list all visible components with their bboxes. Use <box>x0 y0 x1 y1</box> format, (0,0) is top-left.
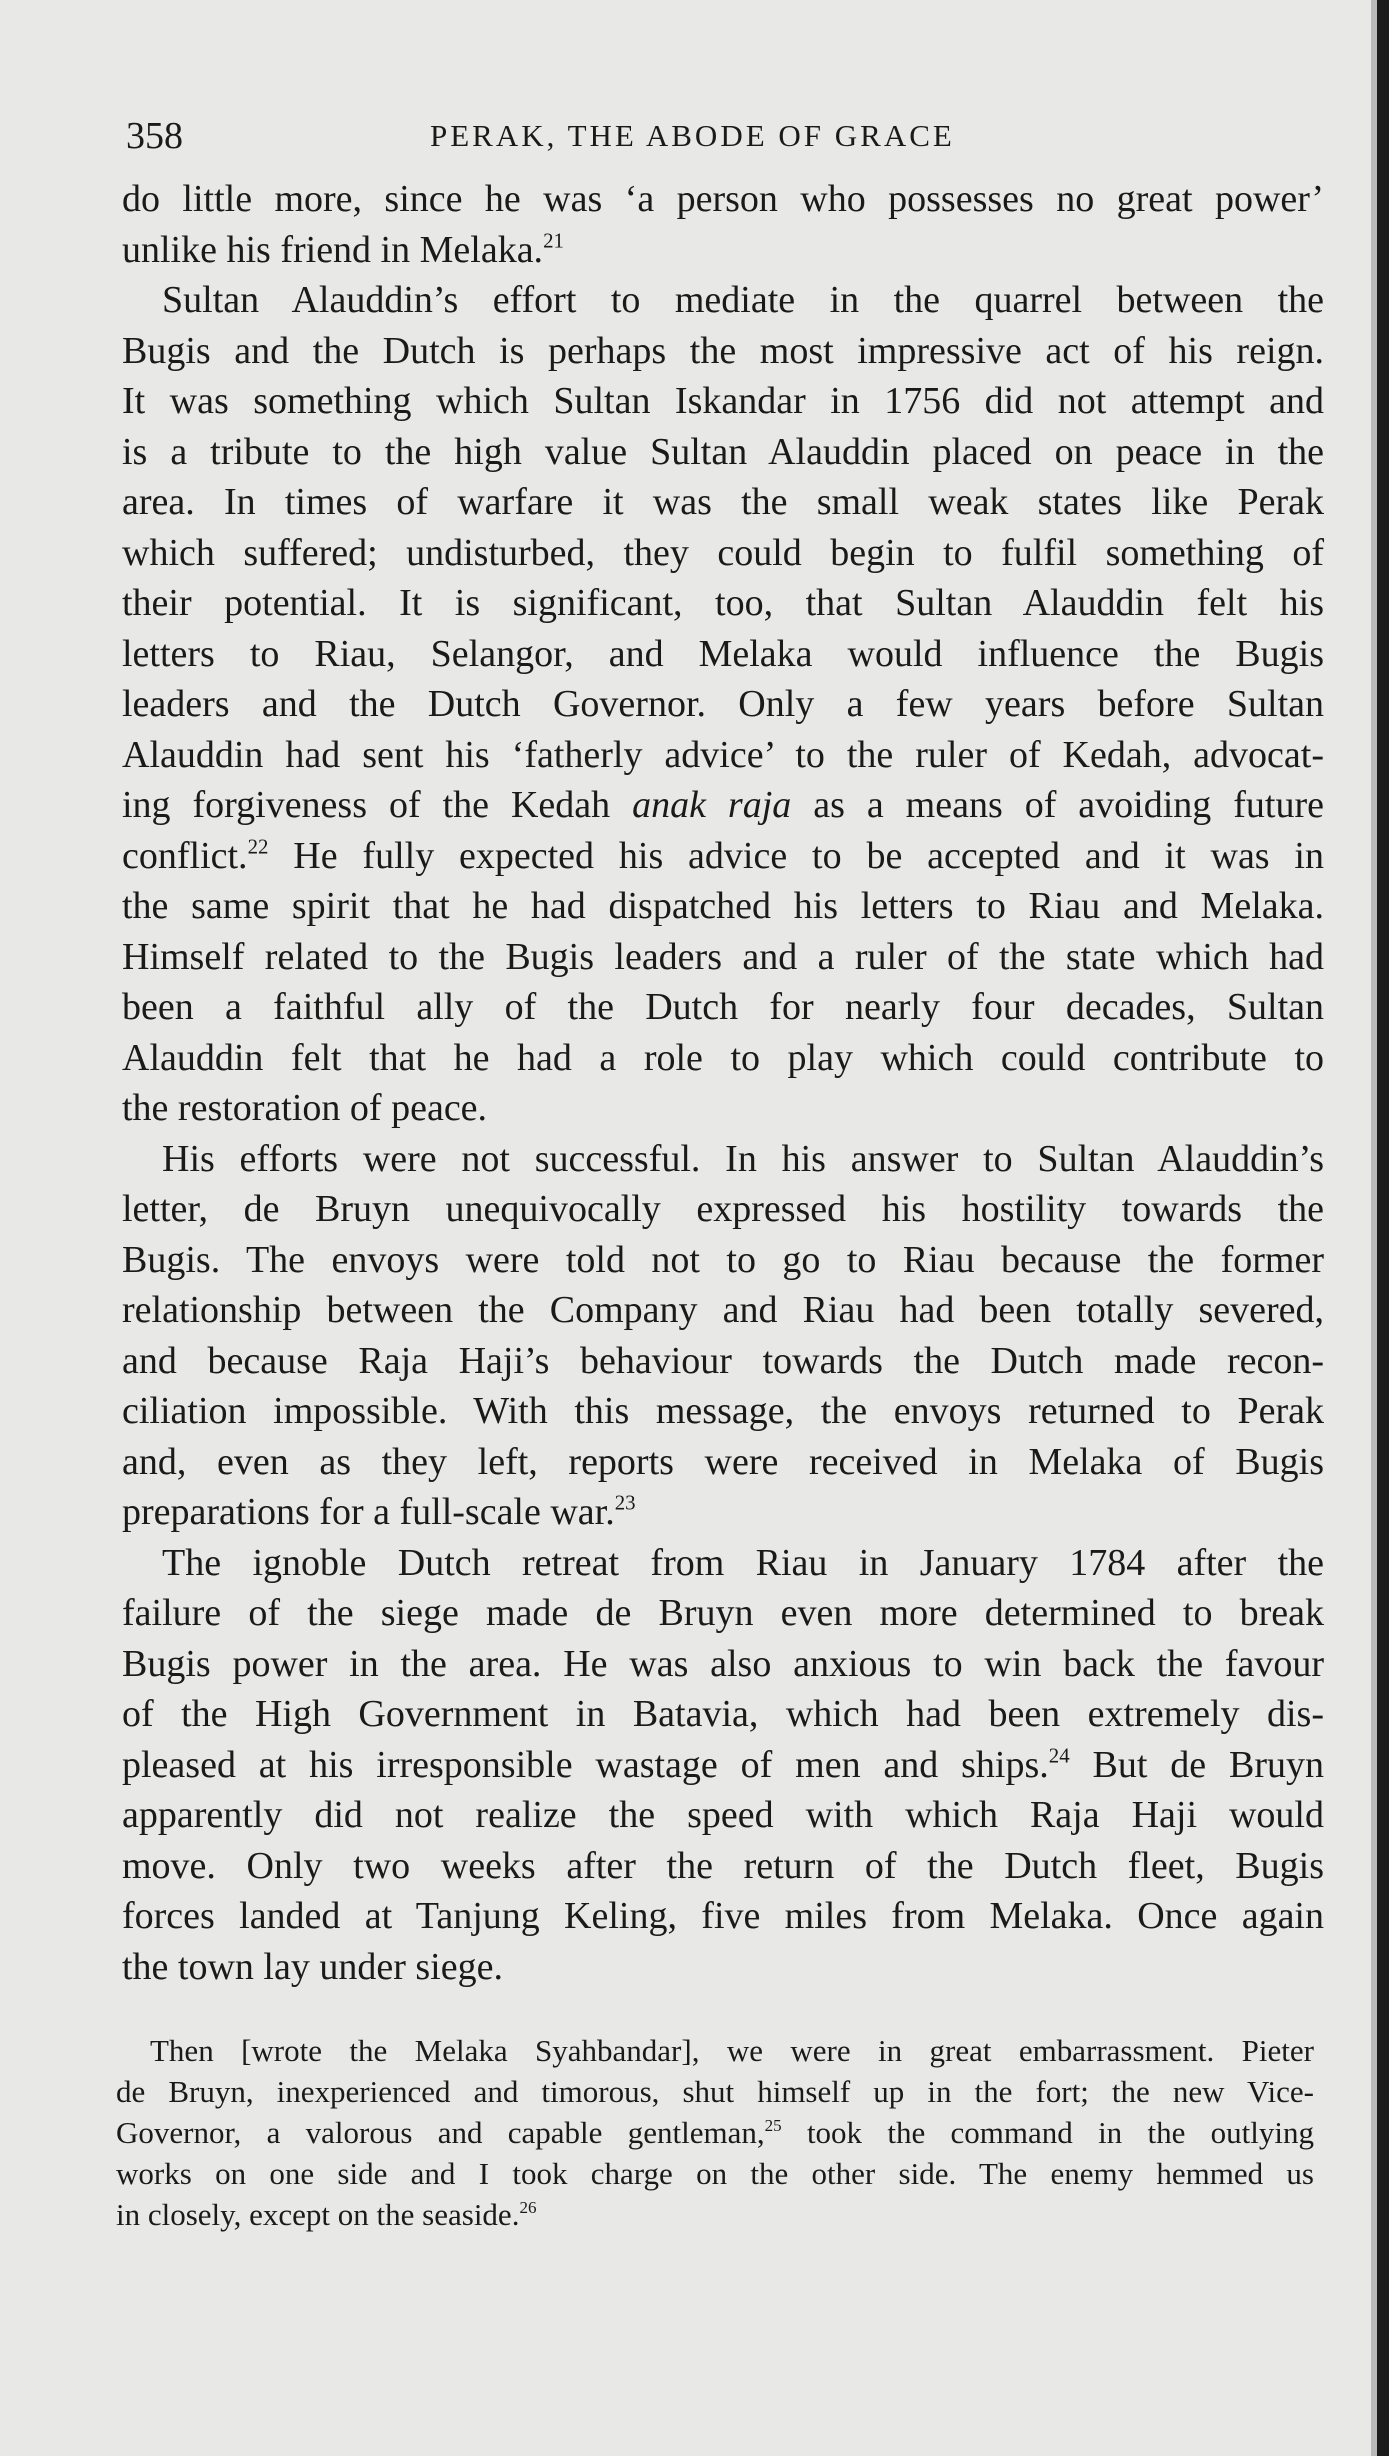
text-line <box>122 1033 1324 1084</box>
text-line <box>122 1487 1324 1538</box>
text-line <box>122 1134 1324 1185</box>
text-line <box>122 1639 1324 1690</box>
footnote-reference: 26 <box>519 2198 537 2218</box>
text-line <box>122 1386 1324 1437</box>
text-run: ing forgiveness of the Kedah <box>122 784 633 826</box>
text-run: relationship between the Company and Riau had been totally severed, <box>122 1289 1324 1331</box>
text-run: His efforts were not successful. In his answer to Sultan Alauddin’s <box>162 1137 1324 1180</box>
text-run: unlike his friend in Melaka. <box>122 228 544 271</box>
text-run: ciliation impossible. With this message, the envoys returned to Perak <box>122 1390 1324 1432</box>
paragraph <box>122 1538 1324 1993</box>
text-line <box>122 326 1324 377</box>
text-run: Alauddin had sent his ‘fatherly advice’ to the ruler of Kedah, advocat- <box>122 733 1324 776</box>
text-run: the town lay under siege. <box>122 1945 503 1988</box>
text-line <box>116 2194 1314 2235</box>
text-run: Alauddin felt that he had a role to play which could contribute to <box>122 1036 1324 1079</box>
text-line <box>122 730 1324 781</box>
footnote-reference: 24 <box>1048 1742 1070 1767</box>
running-title: PERAK, THE ABODE OF GRACE <box>430 118 955 153</box>
page-edge <box>1377 0 1389 2456</box>
text-line <box>122 932 1324 983</box>
text-run: and, even as they left, reports were received in Melaka of Bugis <box>122 1440 1324 1483</box>
text-run: apparently did not realize the speed with which Raja Haji would <box>122 1794 1324 1836</box>
text-run: He fully expected his advice to be accepted and it was in <box>268 834 1324 877</box>
text-line <box>122 831 1324 882</box>
text-line <box>122 1841 1324 1892</box>
text-line <box>122 1083 1324 1134</box>
text-run: do little more, since he was ‘a person who possesses no great power’ <box>122 178 1324 220</box>
text-run: Bugis and the Dutch is perhaps the most impressive act of his reign. <box>122 329 1324 372</box>
text-run: of the High Government in Batavia, which had been extremely dis- <box>122 1693 1324 1735</box>
text-run: letters to Riau, Selangor, and Melaka would influence the Bugis <box>122 632 1324 675</box>
footnote-reference: 23 <box>614 1490 636 1515</box>
footnote-reference: 25 <box>764 2116 782 2136</box>
text-line <box>116 2153 1314 2194</box>
text-line <box>122 1336 1324 1387</box>
text-line <box>122 477 1324 528</box>
text-run: been a faithful ally of the Dutch for nearly four decades, Sultan <box>122 986 1324 1028</box>
text-line <box>122 275 1324 326</box>
text-run: It was something which Sultan Iskandar in 1756 did not attempt and <box>122 380 1324 422</box>
text-run: letter, de Bruyn unequivocally expressed his hostility towards the <box>122 1188 1324 1230</box>
text-run: their potential. It is significant, too, that Sultan Alauddin felt his <box>122 582 1324 624</box>
text-line <box>122 376 1324 427</box>
text-line <box>122 982 1324 1033</box>
text-line <box>122 881 1324 932</box>
text-run: The ignoble Dutch retreat from Riau in January 1784 after the <box>162 1541 1324 1584</box>
text-run: in closely, except on the seaside. <box>116 2197 520 2232</box>
text-run: Bugis. The envoys were told not to go to Riau because the former <box>122 1238 1324 1281</box>
text-line <box>122 1689 1324 1740</box>
text-line <box>122 528 1324 579</box>
text-run: conflict. <box>122 834 248 877</box>
text-line <box>122 427 1324 478</box>
footnote-reference: 22 <box>247 833 269 858</box>
text-line <box>116 2030 1314 2071</box>
text-run: pleased at his irresponsible wastage of men and ships. <box>122 1743 1049 1786</box>
text-line <box>122 1942 1324 1993</box>
text-run: But de Bruyn <box>1069 1743 1324 1786</box>
paragraph <box>122 1134 1324 1538</box>
text-run: preparations for a full-scale war. <box>122 1491 615 1533</box>
text-run: is a tribute to the high value Sultan Alauddin placed on peace in the <box>122 430 1324 473</box>
text-run: Himself related to the Bugis leaders and a ruler of the state which had <box>122 935 1324 978</box>
text-run: which suffered; undisturbed, they could begin to fulfil something of <box>122 531 1324 574</box>
quote-paragraph <box>116 2030 1314 2235</box>
text-run: Bugis power in the area. He was also anxious to win back the favour <box>122 1642 1324 1685</box>
text-line <box>122 1235 1324 1286</box>
paragraph <box>122 174 1324 275</box>
text-run: took the command in the outlying <box>781 2115 1314 2150</box>
text-run: the same spirit that he had dispatched his letters to Riau and Melaka. <box>122 885 1324 927</box>
block-quote <box>116 2030 1314 2235</box>
text-line <box>122 174 1324 225</box>
text-run: Then [wrote the Melaka Syahbandar], we were in great embarrassment. Pieter <box>150 2033 1314 2068</box>
text-run: Sultan Alauddin’s effort to mediate in the quarrel between the <box>162 279 1324 321</box>
text-run: de Bruyn, inexperienced and timorous, shut himself up in the fort; the new Vice- <box>116 2074 1314 2109</box>
text-line <box>122 1588 1324 1639</box>
text-run: the restoration of peace. <box>122 1087 488 1129</box>
text-run: Governor, a valorous and capable gentleman, <box>116 2115 765 2150</box>
body-text <box>122 174 1324 1992</box>
text-line <box>122 1740 1324 1791</box>
text-line <box>116 2071 1314 2112</box>
text-run: leaders and the Dutch Governor. Only a few years before Sultan <box>122 683 1324 725</box>
text-line <box>122 780 1324 831</box>
text-run: as a means of avoiding future <box>791 784 1324 826</box>
paragraph <box>122 275 1324 1134</box>
text-run: forces landed at Tanjung Keling, five miles from Melaka. Once again <box>122 1895 1324 1937</box>
text-run: works on one side and I took charge on the other side. The enemy hemmed us <box>116 2156 1314 2191</box>
text-line <box>122 1790 1324 1841</box>
italic-text: anak raja <box>632 784 792 826</box>
text-run: area. In times of warfare it was the small weak states like Perak <box>122 481 1324 523</box>
text-run: and because Raja Haji’s behaviour towards the Dutch made recon- <box>122 1339 1324 1382</box>
text-line <box>122 225 1324 276</box>
page-number: 358 <box>126 115 183 157</box>
text-line <box>122 1285 1324 1336</box>
text-line <box>122 1437 1324 1488</box>
text-line <box>122 578 1324 629</box>
text-line <box>122 679 1324 730</box>
text-run: failure of the siege made de Bruyn even more determined to break <box>122 1592 1324 1634</box>
text-line <box>122 1184 1324 1235</box>
text-line <box>122 629 1324 680</box>
text-run: move. Only two weeks after the return of the Dutch fleet, Bugis <box>122 1844 1324 1887</box>
text-line <box>122 1891 1324 1942</box>
footnote-reference: 21 <box>543 227 564 252</box>
text-line <box>122 1538 1324 1589</box>
text-line <box>116 2112 1314 2153</box>
